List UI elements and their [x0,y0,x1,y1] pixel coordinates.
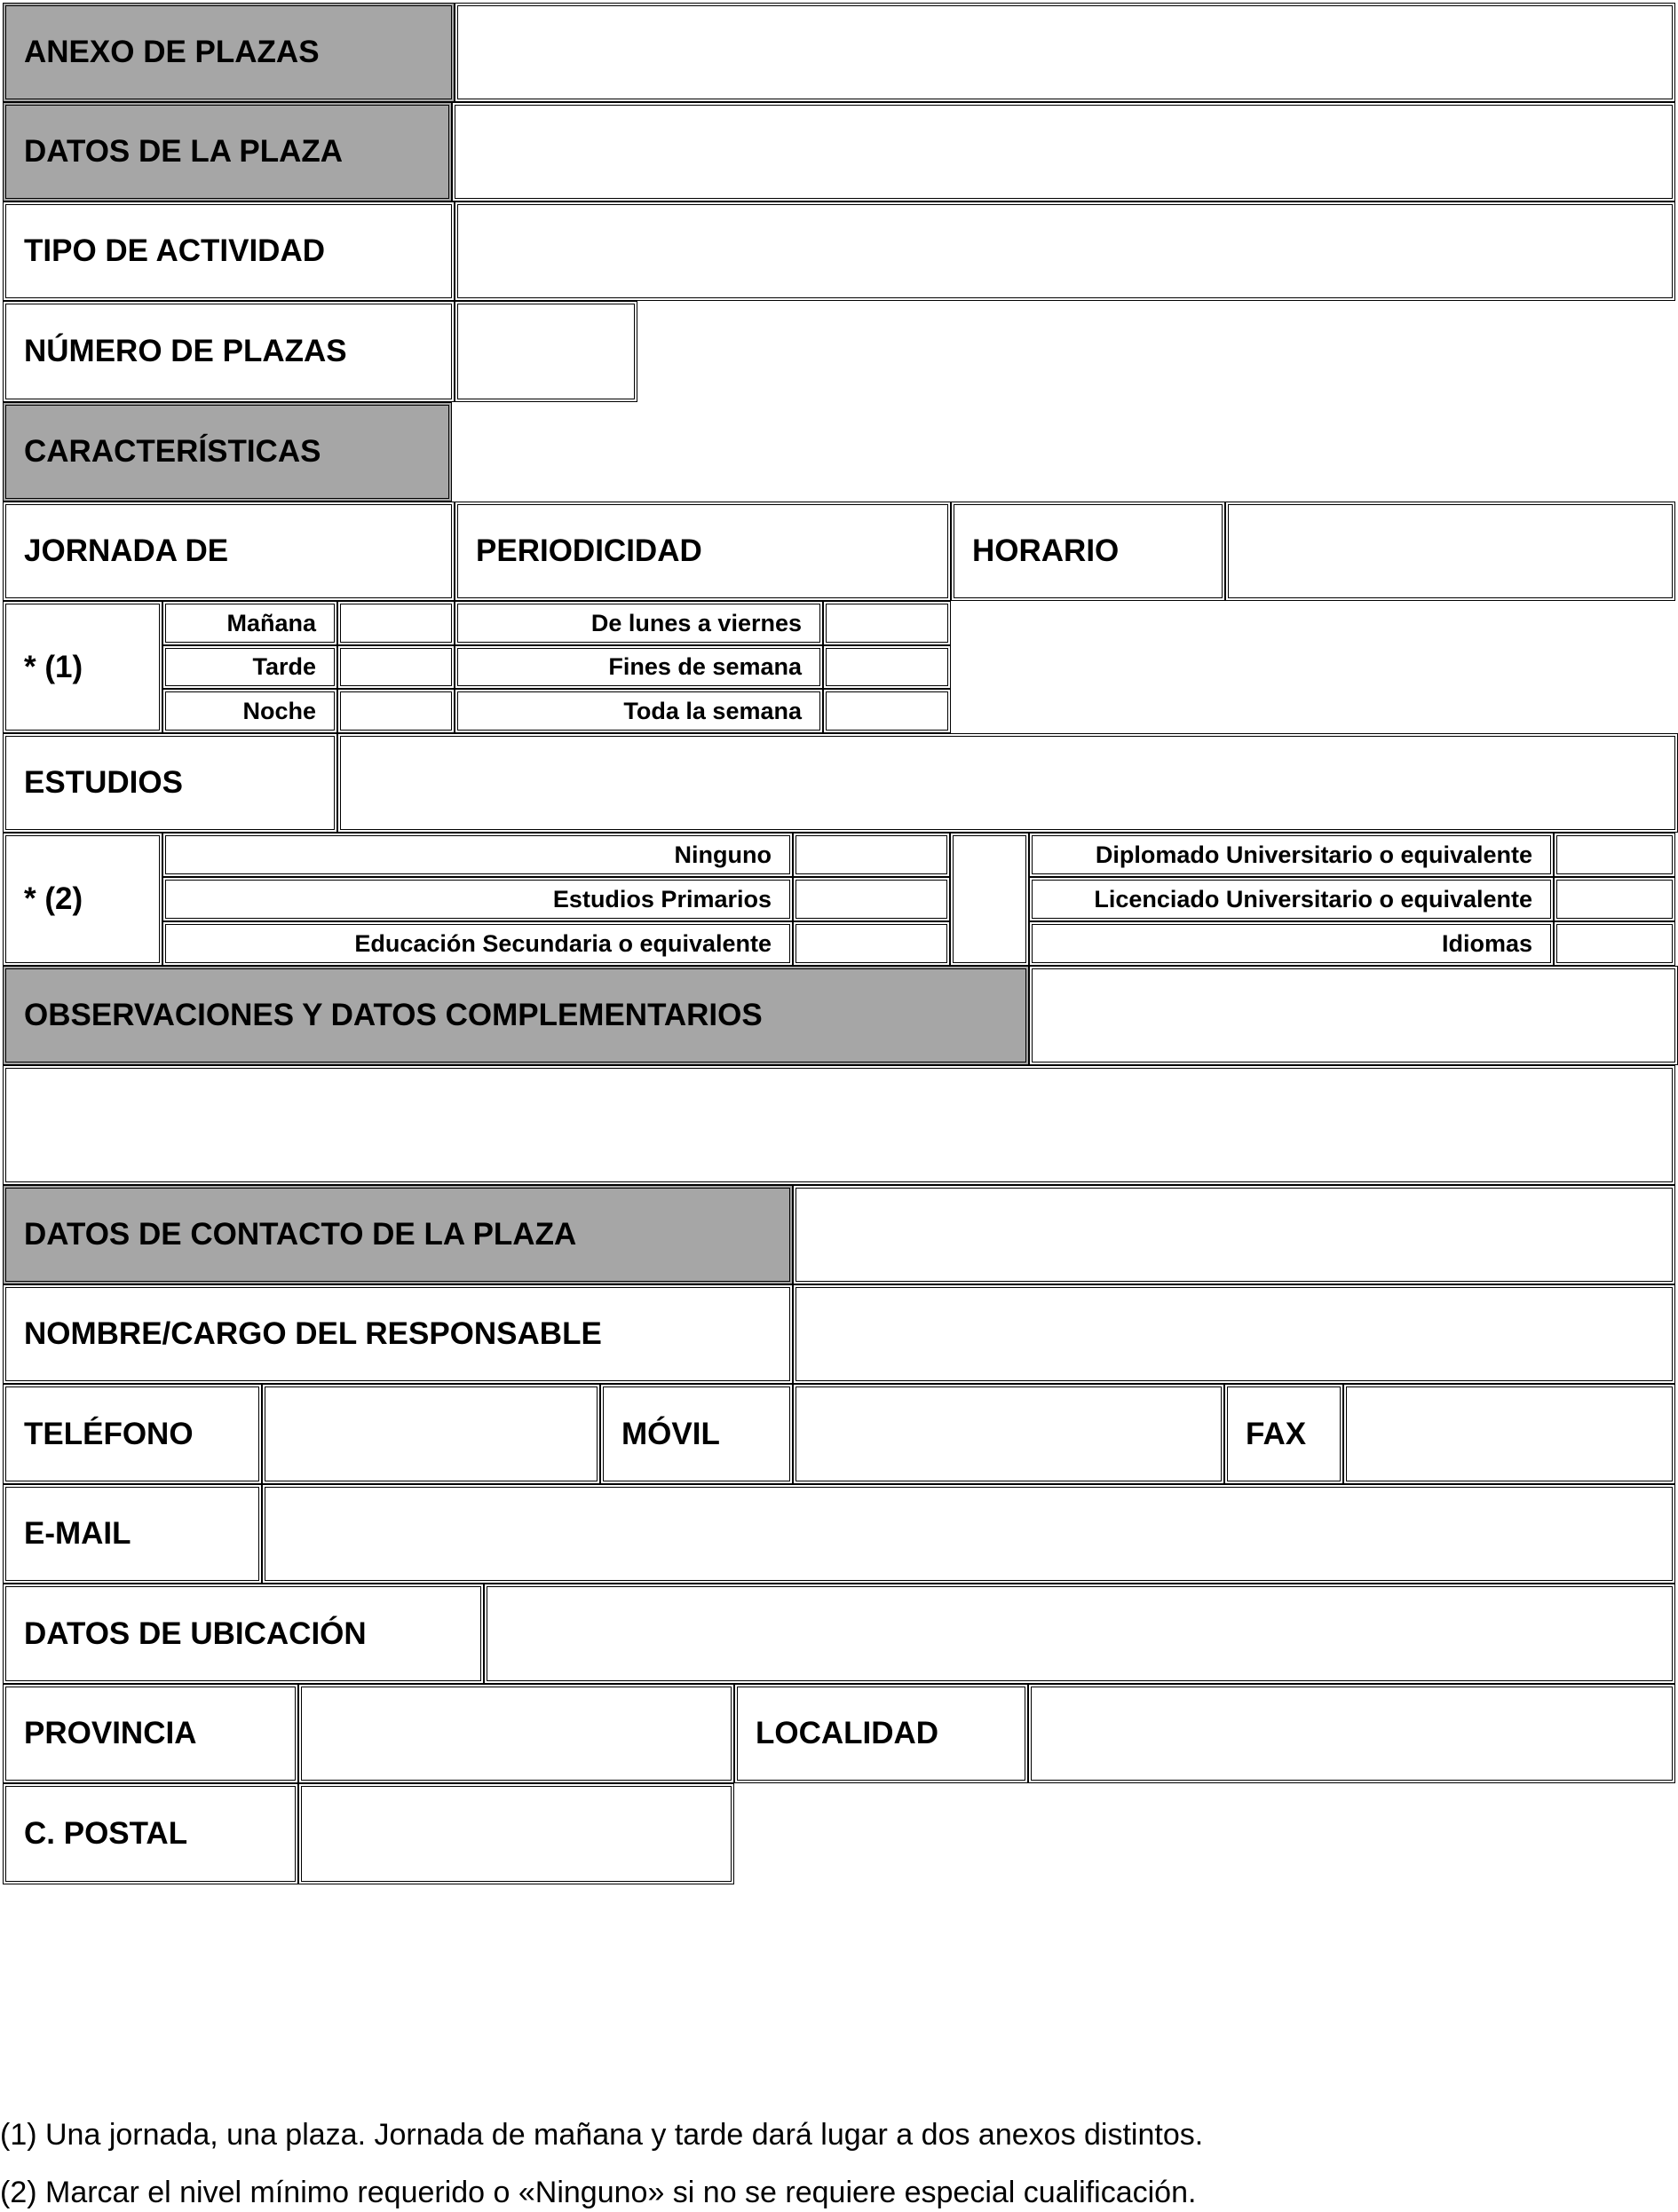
movil-field[interactable] [793,1384,1224,1484]
horario-field[interactable] [1225,502,1675,601]
estudios-option-diplomado [1029,833,1554,877]
estudios-checkbox-primarios[interactable] [793,877,950,921]
ubicacion-label: DATOS DE UBICACIÓN [24,1616,367,1651]
observaciones-side-field[interactable] [1029,966,1678,1065]
option-label: Educación Secundaria o equivalente [354,929,772,957]
option-label: De lunes a viernes [590,609,802,636]
nombre-cargo-label: NOMBRE/CARGO DEL RESPONSABLE [24,1316,602,1351]
movil-label-cell [600,1384,793,1484]
section-header-contacto [3,1185,793,1284]
tipo-actividad-label: TIPO DE ACTIVIDAD [24,233,325,268]
fax-field[interactable] [1343,1384,1675,1484]
email-label: E-MAIL [24,1516,131,1551]
telefono-label: TELÉFONO [24,1416,194,1451]
option-label: Estudios Primarios [552,885,772,912]
option-label: Ninguno [674,841,772,868]
periodicidad-checkbox-fines-semana[interactable] [823,645,951,689]
periodicidad-checkbox-lunes-viernes[interactable] [823,601,951,645]
jornada-checkbox-noche[interactable] [337,689,455,733]
periodicidad-checkbox-toda-semana[interactable] [823,689,951,733]
jornada-header-label: JORNADA DE [24,533,229,568]
estudios-label-cell [3,733,337,833]
nombre-cargo-label-cell [3,1284,793,1384]
numero-plazas-label-cell [3,301,455,402]
option-label: Noche [242,697,316,724]
jornada-marker-cell [3,601,162,733]
section-header-caracteristicas [3,402,452,502]
datos-plaza-label: DATOS DE LA PLAZA [24,134,344,169]
option-label: Licenciado Universitario o equivalente [1094,885,1532,912]
email-label-cell [3,1484,262,1584]
option-label: Tarde [252,653,316,680]
tipo-actividad-field[interactable] [455,201,1675,301]
estudios-field[interactable] [337,733,1678,833]
email-field[interactable] [262,1484,1675,1584]
periodicidad-option-fines-semana [455,645,823,689]
estudios-checkbox-licenciado[interactable] [1554,877,1675,921]
footnote-2: (2) Marcar el nivel mínimo requerido o «Ninguno» si no se requiere especial cualificación. [0,2176,1197,2209]
periodicidad-header-cell [455,502,951,601]
estudios-option-ninguno [162,833,793,877]
periodicidad-option-toda-semana [455,689,823,733]
option-label: Diplomado Universitario o equivalente [1095,841,1532,868]
estudios-checkbox-diplomado[interactable] [1554,833,1675,877]
estudios-checkbox-idiomas[interactable] [1554,921,1675,966]
localidad-label: LOCALIDAD [756,1716,939,1750]
provincia-label: PROVINCIA [24,1716,197,1750]
option-label: Mañana [226,609,316,636]
localidad-label-cell [734,1684,1028,1783]
estudios-option-primarios [162,877,793,921]
estudios-checkbox-secundaria[interactable] [793,921,950,966]
observaciones-textarea[interactable] [3,1065,1675,1185]
option-label: Idiomas [1441,929,1532,957]
section-header-anexo [3,3,455,102]
numero-plazas-label: NÚMERO DE PLAZAS [24,334,347,368]
fax-label: FAX [1246,1416,1307,1451]
estudios-option-licenciado [1029,877,1554,921]
estudios-marker-cell [3,833,162,966]
contacto-side-field[interactable] [793,1185,1675,1284]
ubicacion-label-cell [3,1584,484,1684]
localidad-field[interactable] [1028,1684,1675,1783]
datos-plaza-field[interactable] [452,102,1675,201]
contacto-label: DATOS DE CONTACTO DE LA PLAZA [24,1217,577,1252]
option-label: Fines de semana [608,653,802,680]
periodicidad-option-lunes-viernes [455,601,823,645]
section-header-observaciones [3,966,1029,1065]
jornada-marker: * (1) [24,649,83,684]
estudios-label: ESTUDIOS [24,765,183,800]
codigo-postal-field[interactable] [298,1783,734,1884]
jornada-checkbox-tarde[interactable] [337,645,455,689]
provincia-label-cell [3,1684,298,1783]
estudios-option-idiomas [1029,921,1554,966]
horario-label: HORARIO [972,533,1120,568]
ubicacion-field[interactable] [484,1584,1675,1684]
periodicidad-header-label: PERIODICIDAD [476,533,702,568]
horario-label-cell [951,502,1225,601]
jornada-checkbox-manana[interactable] [337,601,455,645]
codigo-postal-label-cell [3,1783,298,1884]
section-header-datos-plaza [3,102,452,201]
jornada-option-noche [162,689,337,733]
nombre-cargo-field[interactable] [793,1284,1675,1384]
estudios-spacer-cell [950,833,1029,966]
fax-label-cell [1224,1384,1343,1484]
option-label: Toda la semana [623,697,802,724]
codigo-postal-label: C. POSTAL [24,1816,188,1851]
numero-plazas-field[interactable] [455,301,637,402]
jornada-option-tarde [162,645,337,689]
movil-label: MÓVIL [621,1416,720,1451]
telefono-field[interactable] [262,1384,600,1484]
tipo-actividad-label-cell [3,201,455,301]
estudios-option-secundaria [162,921,793,966]
telefono-label-cell [3,1384,262,1484]
observaciones-label: OBSERVACIONES Y DATOS COMPLEMENTARIOS [24,998,763,1032]
caracteristicas-label: CARACTERÍSTICAS [24,434,321,469]
jornada-option-manana [162,601,337,645]
estudios-marker: * (2) [24,881,83,916]
provincia-field[interactable] [298,1684,734,1783]
footnote-1: (1) Una jornada, una plaza. Jornada de mañana y tarde dará lugar a dos anexos distintos. [0,2118,1204,2152]
anexo-label: ANEXO DE PLAZAS [24,35,320,69]
anexo-field[interactable] [455,3,1675,102]
jornada-header-cell [3,502,455,601]
estudios-checkbox-ninguno[interactable] [793,833,950,877]
